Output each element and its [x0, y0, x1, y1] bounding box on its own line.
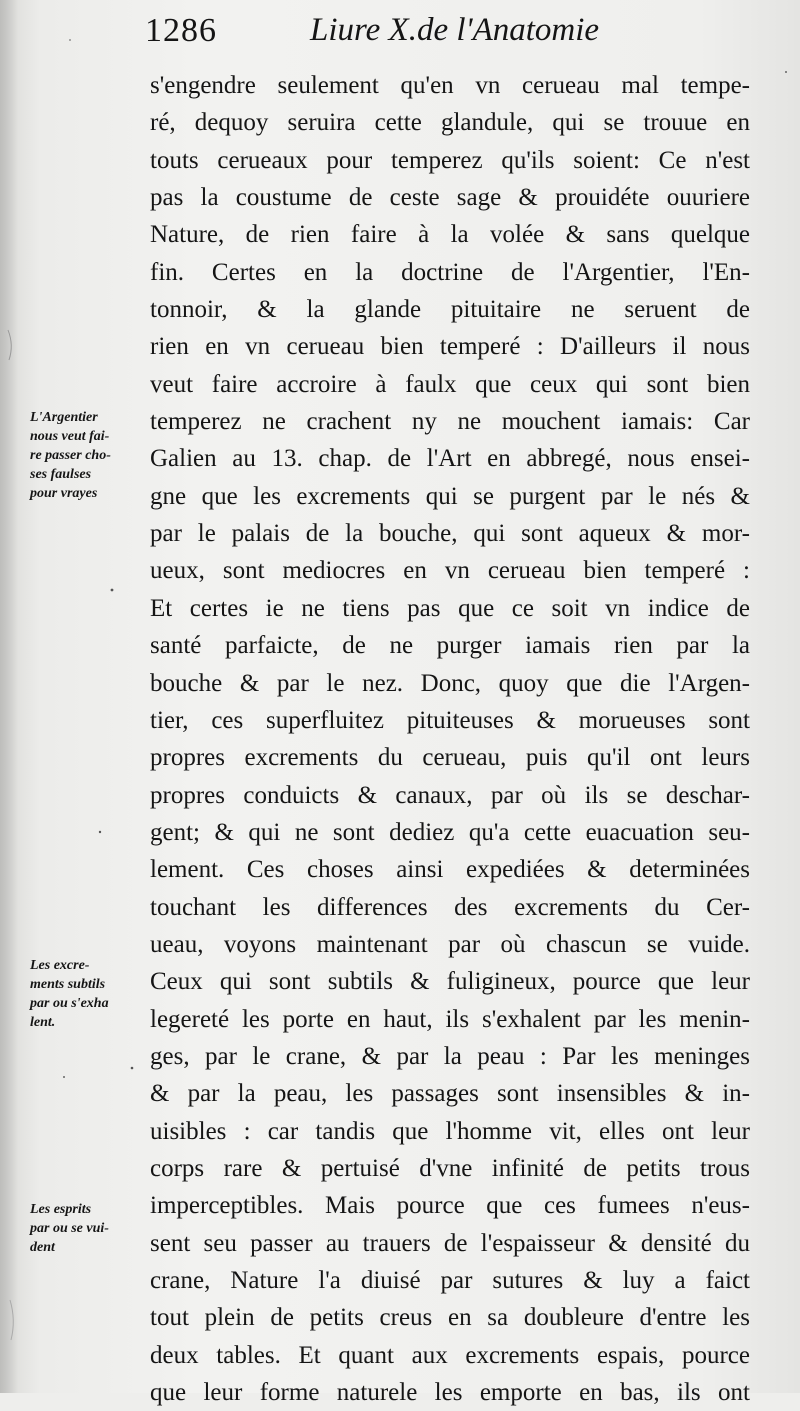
margin-note-line: Les excre- — [30, 958, 90, 973]
gutter-shadow — [0, 0, 18, 1393]
text-line: imperceptibles. Mais pource que ces fumees n'eus- — [150, 1192, 750, 1220]
text-line: touts cerueaux pour temperez qu'ils soient: Ce n'est — [150, 146, 750, 174]
text-line: & par la peau, les passages sont insensibles & in- — [150, 1080, 750, 1108]
text-line: deux tables. Et quant aux excrements espais, pource — [150, 1341, 750, 1369]
text-line: propres conduicts & canaux, par où ils se deschar- — [150, 781, 750, 809]
page-number: 1286 — [145, 12, 217, 49]
paper-speck — [785, 71, 787, 73]
margin-note-line: nous veut fai- — [30, 429, 110, 444]
text-line: gne que les excrements qui se purgent par le nés & — [150, 482, 750, 510]
text-line: tier, ces superfluitez pituiteuses & morueuses sont — [150, 706, 750, 734]
paper-speck — [99, 831, 101, 833]
margin-note-line: ses faulses — [30, 467, 92, 482]
text-line: s'engendre seulement qu'en vn cerueau mal tempe- — [150, 72, 750, 99]
text-line: Ceux qui sont subtils & fuligineux, pource que leur — [150, 968, 750, 996]
paper-speck — [111, 589, 114, 592]
text-line: rien en vn cerueau bien temperé : D'ailleurs il nous — [150, 333, 750, 361]
text-line: ré, dequoy seruira cette glandule, qui se trouue en — [150, 109, 750, 137]
margin-note-line: re passer cho- — [30, 448, 111, 463]
text-line: Galien au 13. chap. de l'Art en abbregé, nous ensei- — [150, 445, 750, 473]
margin-note-line: L'Argentier — [30, 410, 98, 425]
text-line: ueux, sont mediocres en vn cerueau bien temperé : — [150, 557, 750, 585]
text-line: pas la coustume de ceste sage & prouidéte ouuriere — [150, 184, 750, 212]
text-line: que leur forme naturele les emporte en bas, ils ont — [150, 1379, 750, 1407]
text-line: santé parfaicte, de ne purger iamais rien par la — [150, 632, 750, 660]
text-line: veut faire accroire à faulx que ceux qui sont bien — [150, 370, 750, 398]
paper-speck — [131, 1067, 134, 1070]
text-line: bouche & par le nez. Donc, quoy que die l'Argen- — [150, 669, 750, 697]
text-line: corps rare & pertuisé d'vne infinité de petits trous — [150, 1154, 750, 1182]
text-line: par le palais de la bouche, qui sont aqueux & mor- — [150, 520, 750, 548]
text-line: ges, par le crane, & par la peau : Par les meninges — [150, 1042, 750, 1070]
margin-note-line: dent — [30, 1240, 55, 1255]
text-line: Et certes ie ne tiens pas que ce soit vn indice de — [150, 594, 750, 622]
margin-note-line: pour vrayes — [30, 486, 98, 501]
text-line: sent seu passer au trauers de l'espaisseur & densité du — [150, 1229, 750, 1257]
text-line: tonnoir, & la glande pituitaire ne seruent de — [150, 296, 750, 324]
text-line: ueau, voyons maintenant par où chascun se vuide. — [150, 930, 750, 958]
margin-note-line: Les esprits — [30, 1202, 92, 1217]
text-line: propres excrements du cerueau, puis qu'il ont leurs — [150, 744, 750, 772]
text-line: fin. Certes en la doctrine de l'Argentier, l'En- — [150, 258, 750, 286]
margin-note-line: par ou s'exha — [30, 996, 109, 1011]
text-line: lement. Ces choses ainsi expediées & determinées — [150, 856, 750, 884]
running-title: Liure X.de l'Anatomie — [310, 12, 600, 48]
text-line: touchant les differences des excrements du Cer- — [150, 893, 750, 921]
body-text — [150, 67, 750, 1411]
page-header — [145, 12, 645, 64]
margin-note-line: par ou se vui- — [30, 1221, 109, 1236]
paper-speck — [69, 39, 71, 41]
margin-note-line: ments subtils — [30, 977, 106, 992]
text-line: crane, Nature l'a diuisé par sutures & luy a faict — [150, 1267, 750, 1294]
text-line: tout plein de petits creus en sa doubleure d'entre les — [150, 1304, 750, 1332]
margin-note-esprits — [30, 1200, 150, 1257]
text-line: uisibles : car tandis que l'homme vit, elles ont leur — [150, 1117, 750, 1145]
text-line: gent; & qui ne sont dediez qu'a cette euacuation seu- — [150, 818, 750, 846]
margin-note-excrements — [30, 956, 150, 1032]
paper-speck — [63, 1076, 65, 1078]
margin-note-line: lent. — [30, 1015, 56, 1030]
margin-note-argentier — [30, 408, 150, 503]
text-line: legereté les porte en haut, ils s'exhalent par les menin- — [150, 1005, 750, 1033]
text-line: temperez ne crachent ny ne mouchent iamais: Car — [150, 408, 750, 436]
text-line: Nature, de rien faire à la volée & sans quelque — [150, 221, 750, 249]
